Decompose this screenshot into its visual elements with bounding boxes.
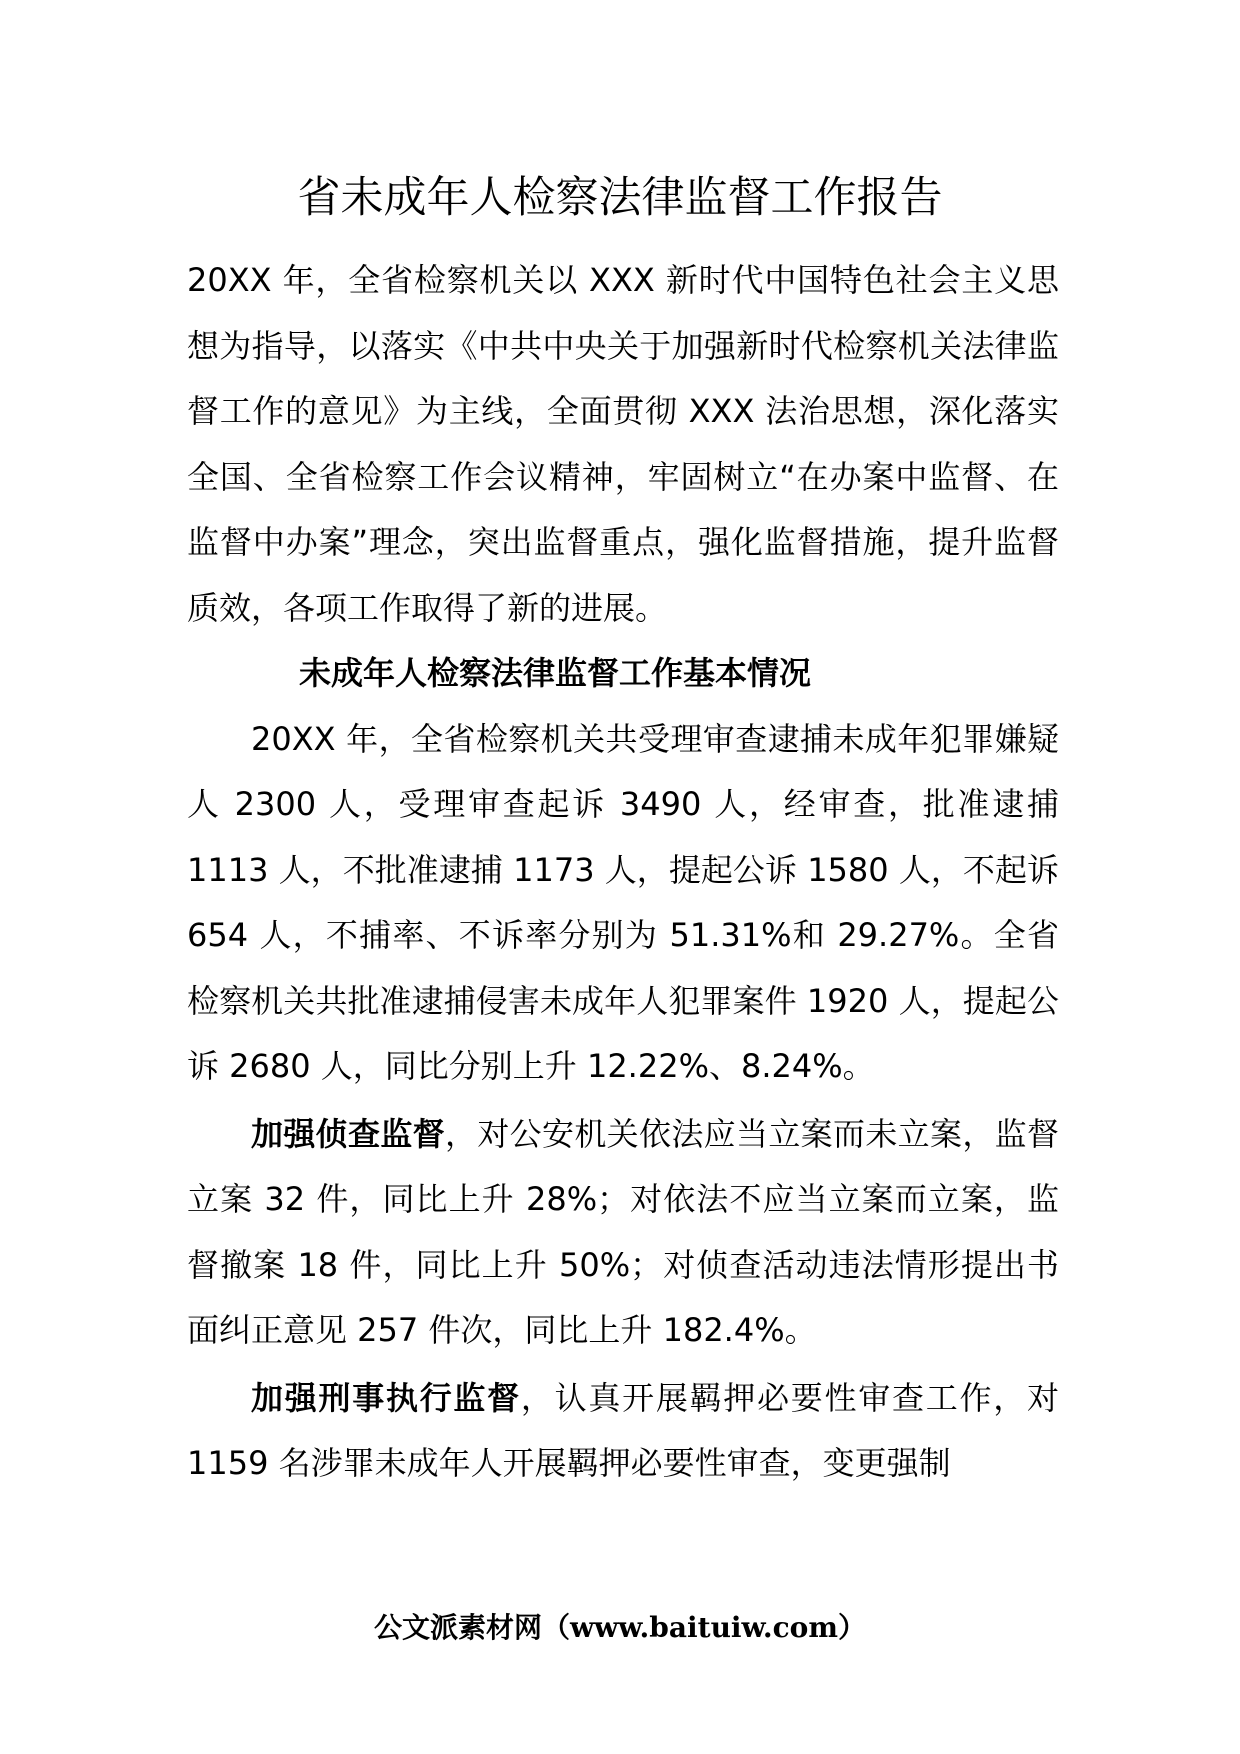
- footer-watermark: 公文派素材网（www.baituiw.com）: [374, 1611, 866, 1644]
- section-heading: 未成年人检察法律监督工作基本情况: [299, 654, 812, 692]
- investigation-text: ，对公安机关依法应当立案而未立案，监督立案 32 件，同比上升 28%；对依法不应当立案而立案，监督撤案 18 件，同比上升 50%；对侦查活动违法情形提出书面纠正意见 257 件次，同比上升 182.4%。: [187, 1114, 1059, 1349]
- stats-paragraph: 20XX 年，全省检察机关共受理审查逮捕未成年犯罪嫌疑人 2300 人，受理审查起诉 3490 人，经审查，批准逮捕 1113 人，不批准逮捕 1173 人，提起公诉 1580 人，不起诉 654 人，不捕率、不诉率分别为 51.31%和 29.27%。全省检察机关共批准逮捕侵害未成年人犯罪案件 1920 人，提起公诉 2680 人，同比分别上升 12.22%、8.24%。: [187, 719, 1059, 1085]
- document-body: [187, 248, 1059, 1497]
- document-title: 省未成年人检察法律监督工作报告: [297, 173, 943, 223]
- investigation-lead: 加强侦查监督: [251, 1114, 445, 1153]
- execution-text: ，认真开展羁押必要性审查工作，对 1159 名涉罪未成年人开展羁押必要性审查，变更强制: [187, 1378, 1059, 1482]
- intro-paragraph: 20XX 年，全省检察机关以 XXX 新时代中国特色社会主义思想为指导，以落实《中共中央关于加强新时代检察机关法律监督工作的意见》为主线，全面贯彻 XXX 法治思想，深化落实全国、全省检察工作会议精神，牢固树立“在办案中监督、在监督中办案”理念，突出监督重点，强化监督措施，提升监督质效，各项工作取得了新的进展。: [187, 261, 1059, 627]
- investigation-paragraph: [187, 1102, 1059, 1364]
- execution-paragraph: [187, 1366, 1059, 1497]
- execution-lead: 加强刑事执行监督: [251, 1378, 521, 1417]
